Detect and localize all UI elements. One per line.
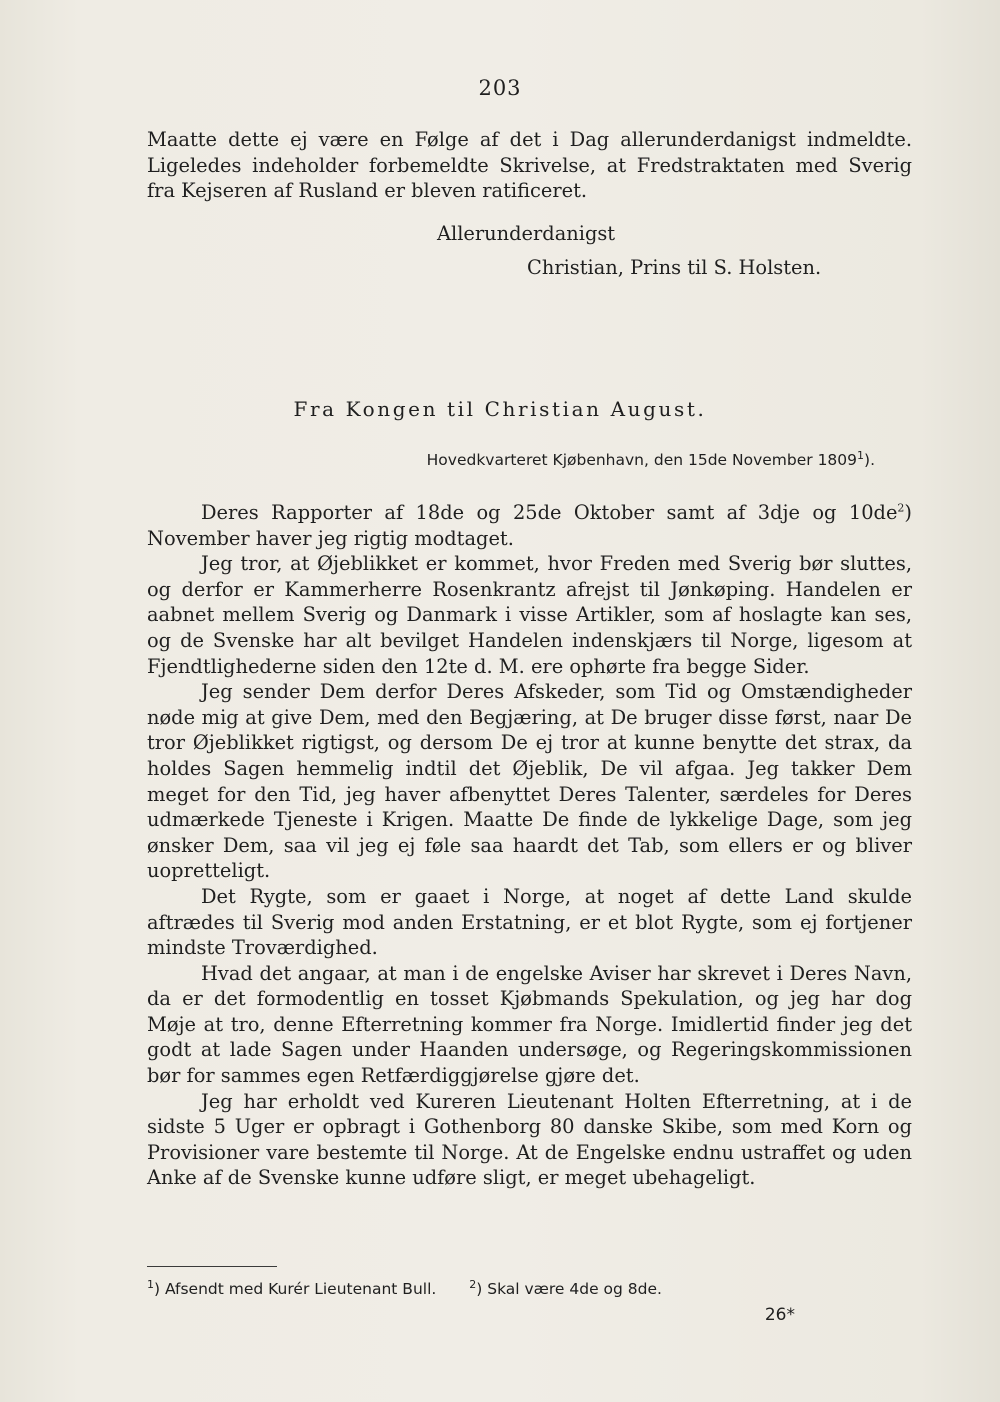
footnote-2: [469, 1277, 676, 1298]
paragraph-1-footnote-mark: 2: [897, 501, 905, 515]
body-paragraph-4: Det Rygte, som er gaaet i Norge, at noget af dette Land skulde aftrædes til Sverig mod anden Erstatning, er et blot Rygte, som ej fortjener mindste Troværdighed.: [147, 884, 912, 960]
footnote-2-text: ) Skal være 4de og 8de.: [476, 1280, 662, 1298]
paragraph-1-text-b: ) November haver jeg rigtig modtaget.: [147, 501, 912, 550]
dateline-footnote-mark: 1: [857, 448, 865, 462]
printer-signature-mark: 26*: [764, 1305, 795, 1325]
closing-signature: Christian, Prins til S. Holsten.: [527, 256, 822, 279]
page-number: 203: [478, 76, 522, 100]
paragraph-1-text-a: Deres Rapporter af 18de og 25de Oktober samt af 3dje og 10de: [201, 501, 898, 524]
opening-paragraph-block: [147, 127, 912, 204]
body-paragraph-1: [147, 500, 912, 551]
body-paragraph-3: Jeg sender Dem derfor Deres Afskeder, som Tid og Omstændigheder nøde mig at give Dem, med den Begjæring, at De bruger disse først, naar De tror Øjeblikket rigtigst, og dersom De ej tror at kunne benytte det strax, da holdes Sagen hemmelig indtil det Øjeblik, De vil afgaa. Jeg takker Dem meget for den Tid, jeg haver afbenyttet Deres Talenter, særdeles for Deres udmærkede Tjeneste i Krigen. Maatte De finde de lykkelige Dage, som jeg ønsker Dem, saa vil jeg ej føle saa haardt det Tab, som ellers er og bliver uopretteligt.: [147, 680, 912, 883]
footnote-1-text: ) Afsendt med Kurér Lieutenant Bull.: [154, 1280, 437, 1298]
closing-salutation: Allerunderdanigst: [437, 222, 616, 245]
footnote-2-mark: 2: [469, 1277, 477, 1291]
body-paragraph-5: Hvad det angaar, at man i de engelske Aviser har skrevet i Deres Navn, da er det formodentlig en tosset Kjøbmands Spekulation, og jeg har dog Møje at tro, denne Efterretning kommer fra Norge. Imidlertid finder jeg det godt at lade Sagen under Haanden undersøge, og Regeringskommissionen bør for sammes egen Retfærdiggjørelse gjøre det.: [147, 961, 912, 1088]
letter-heading: Fra Kongen til Christian August.: [293, 397, 707, 421]
letter-dateline: [426, 448, 875, 469]
letter-body: [147, 500, 912, 1191]
footnote-1: [147, 1277, 450, 1298]
footnotes: [147, 1277, 690, 1298]
body-paragraph-2: Jeg tror, at Øjeblikket er kommet, hvor Freden med Sverig bør sluttes, og derfor er Kammerherre Rosenkrantz afrejst til Jønkøping. Handelen er aabnet mellem Sverig og Danmark i visse Artikler, som af hoslagte kan ses, og de Svenske har alt bevilget Handelen indenskjærs til Norge, ligesom at Fjendtlighederne siden den 12te d. M. ere ophørte fra begge Sider.: [147, 552, 912, 678]
opening-paragraph: Maatte dette ej være en Følge af det i Dag allerunderdanigst indmeldte. Ligeledes indeholder forbemeldte Skrivelse, at Fredstraktaten med Sverig fra Kejseren af Rusland er bleven ratificeret.: [147, 128, 912, 203]
footnote-divider: [147, 1266, 277, 1267]
body-paragraph-6: Jeg har erholdt ved Kureren Lieutenant Holten Efterretning, at i de sidste 5 Uger er opbragt i Gothenborg 80 danske Skibe, som med Korn og Provisioner vare bestemte til Norge. At de Engelske endnu ustraffet og uden Anke af de Svenske kunne udføre sligt, er meget ubehageligt.: [147, 1089, 912, 1190]
dateline-text: Hovedkvarteret Kjøbenhavn, den 15de November 1809: [426, 451, 858, 469]
footnote-1-mark: 1: [147, 1277, 154, 1291]
dateline-suffix: ).: [864, 451, 875, 469]
